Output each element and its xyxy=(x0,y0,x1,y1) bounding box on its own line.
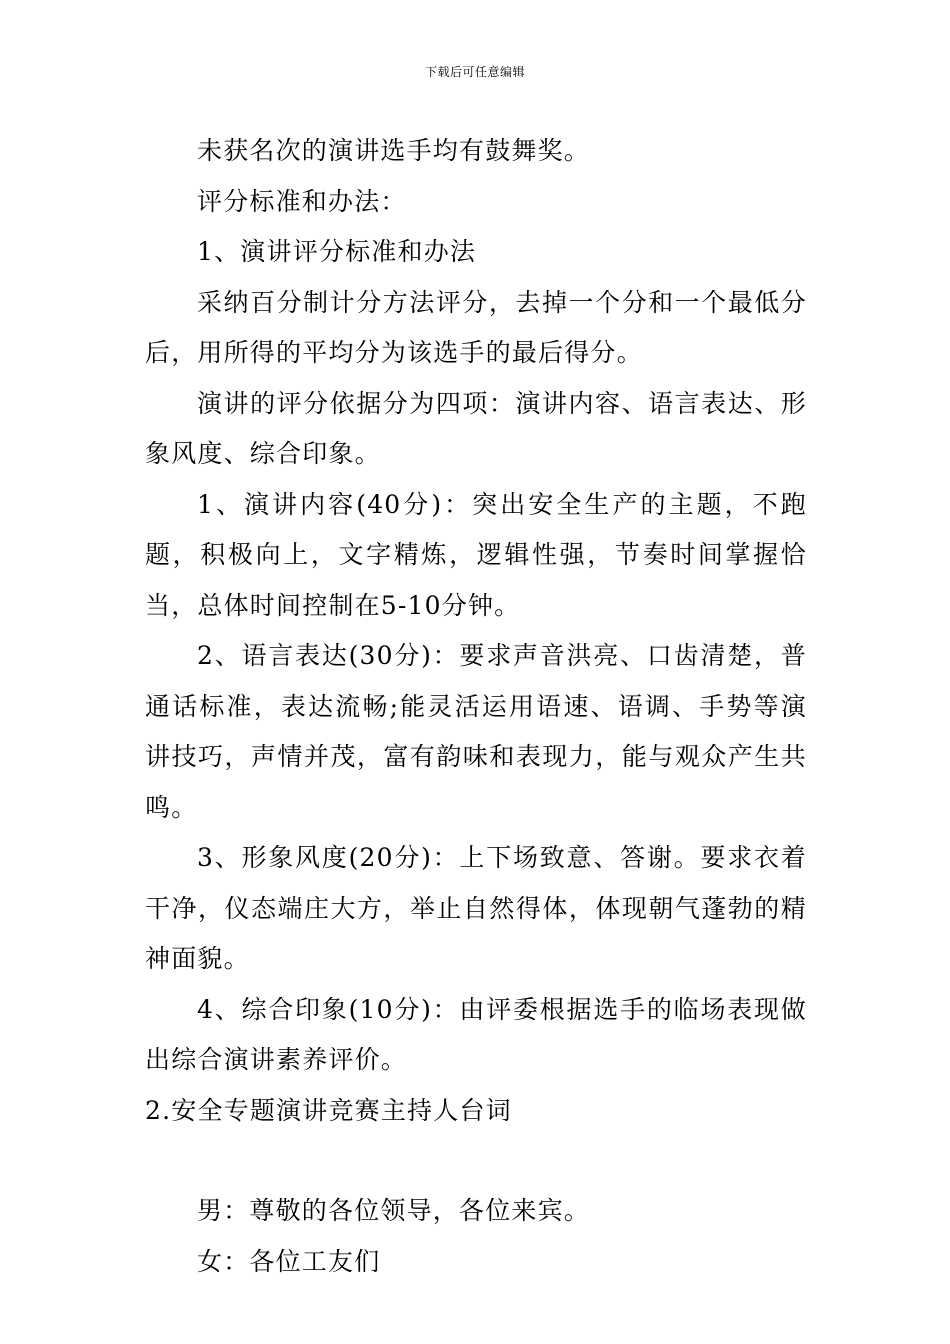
paragraph-scoring-heading: 评分标准和办法： xyxy=(197,186,407,216)
blank-line xyxy=(145,1136,807,1186)
paragraph-criterion-image: 3、形象风度(20分)：上下场致意、答谢。要求衣着干净，仪态端庄大方，举止自然得体，体现朝气蓬勃的精神面貌。 xyxy=(145,843,807,973)
section-heading-host-script: 2.安全专题演讲竞赛主持人台词 xyxy=(145,1095,512,1125)
document-body xyxy=(145,126,807,1287)
paragraph-scoring-criteria: 演讲的评分依据分为四项：演讲内容、语言表达、形象风度、综合印象。 xyxy=(145,388,807,468)
paragraph-criterion-overall: 4、综合印象(10分)：由评委根据选手的临场表现做出综合演讲素养评价。 xyxy=(145,994,807,1074)
paragraph-criterion-language: 2、语言表达(30分)：要求声音洪亮、口齿清楚，普通话标准，表达流畅;能灵活运用语速、语调、手势等演讲技巧，声情并茂，富有韵味和表现力，能与观众产生共鸣。 xyxy=(145,641,807,822)
paragraph-host-male: 男：尊敬的各位领导，各位来宾。 xyxy=(197,1196,591,1225)
paragraph-scoring-method: 采纳百分制计分方法评分，去掉一个分和一个最低分后，用所得的平均分为该选手的最后得分。 xyxy=(145,287,807,367)
paragraph-criterion-content: 1、演讲内容(40分)：突出安全生产的主题，不跑题，积极向上，文字精炼，逻辑性强，节奏时间掌握恰当，总体时间控制在5-10分钟。 xyxy=(145,489,807,620)
paragraph-scoring-subheading: 1、演讲评分标准和办法 xyxy=(197,237,477,266)
paragraph-host-female: 女：各位工友们 xyxy=(197,1246,381,1276)
paragraph-encouragement-award: 未获名次的演讲选手均有鼓舞奖。 xyxy=(197,136,591,165)
page-header: 下载后可任意编辑 xyxy=(424,65,525,79)
